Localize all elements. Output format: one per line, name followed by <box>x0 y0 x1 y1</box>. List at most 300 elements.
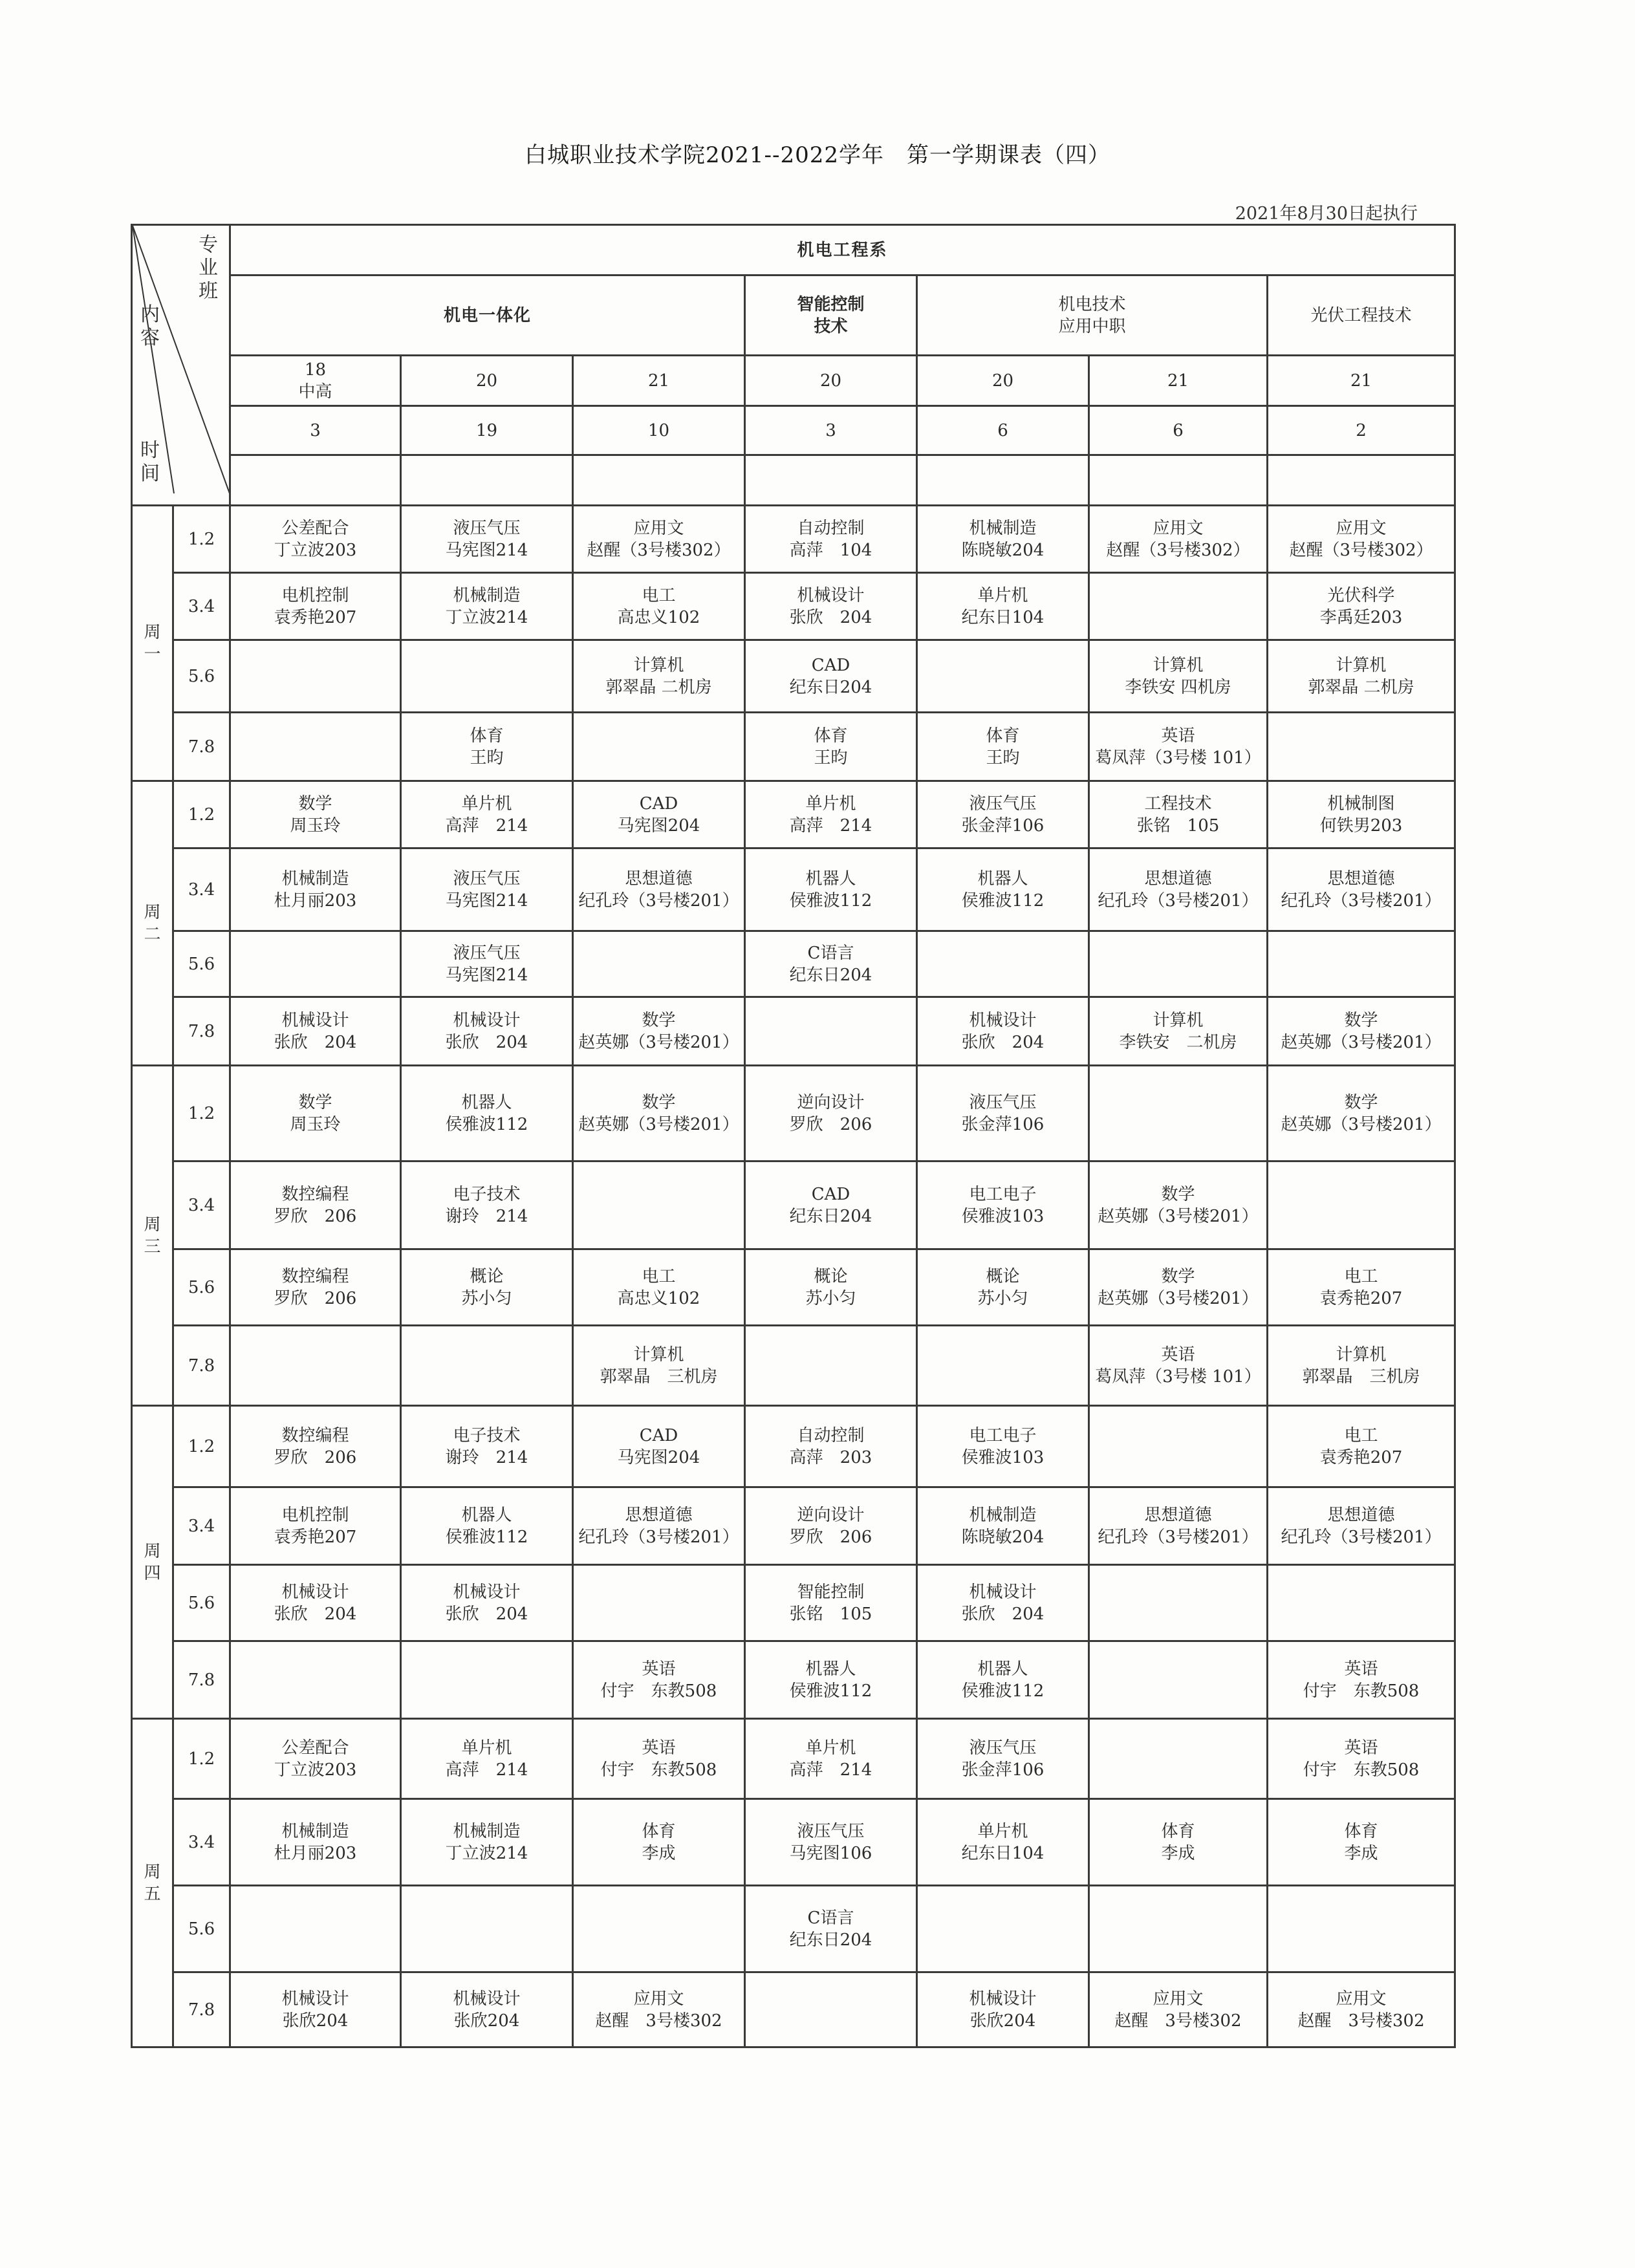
grade-cell: 21 <box>573 356 745 406</box>
course-cell <box>745 1972 917 2047</box>
period-label: 5.6 <box>173 931 230 997</box>
course-teacher-room: 何铁男203 <box>1319 815 1403 836</box>
course-name: 计算机 <box>1153 655 1204 675</box>
course-teacher-room: 王昀 <box>470 748 504 768</box>
period-label: 3.4 <box>173 1161 230 1249</box>
course-teacher-room: 付宇 东教508 <box>600 1760 717 1780</box>
class-number-cell: 2 <box>1268 406 1455 455</box>
course-name: 机械设计 <box>453 1582 521 1602</box>
course-cell <box>917 1799 1089 1886</box>
course-teacher-room: 侯雅波103 <box>961 1206 1045 1226</box>
effective-date: 2021年8月30日起执行 <box>1235 204 1418 224</box>
course-name: 电工 <box>1344 1425 1378 1445</box>
course-teacher-room: 杜月丽203 <box>274 891 357 911</box>
period-label: 7.8 <box>173 997 230 1066</box>
period-label: 7.8 <box>173 1641 230 1719</box>
course-teacher-room: 赵醒（3号楼302） <box>1106 540 1250 560</box>
course-cell <box>230 573 401 640</box>
course-cell <box>573 1565 745 1641</box>
course-name: 英语 <box>1344 1659 1378 1679</box>
blank-header-cell <box>230 455 401 506</box>
course-name: 英语 <box>642 1738 676 1758</box>
course-cell <box>917 781 1089 848</box>
course-teacher-room: 高萍 214 <box>445 815 528 836</box>
course-teacher-room: 李铁安 二机房 <box>1119 1032 1237 1052</box>
course-teacher-room: 苏小匀 <box>461 1288 512 1308</box>
course-teacher-room: 纪东日204 <box>789 1930 872 1950</box>
course-teacher-room: 张铭 105 <box>789 1604 872 1624</box>
course-name: 电工 <box>642 1266 676 1286</box>
course-cell <box>230 931 401 997</box>
course-teacher-room: 高忠义102 <box>617 1288 700 1308</box>
course-name: 机械制图 <box>1327 794 1395 814</box>
course-teacher-room: 赵醒（3号楼302） <box>587 540 731 560</box>
course-name: CAD <box>811 655 850 675</box>
course-teacher-room: 马宪图214 <box>445 965 528 985</box>
course-name: 应用文 <box>1153 1989 1204 2009</box>
course-name: 公差配合 <box>281 1738 349 1758</box>
course-teacher-room: 陈晓敏204 <box>961 1527 1045 1547</box>
course-teacher-room: 马宪图204 <box>617 815 700 836</box>
course-teacher-room: 侯雅波103 <box>961 1447 1045 1467</box>
course-cell <box>1089 1719 1268 1799</box>
course-cell <box>230 1799 401 1886</box>
course-name: 机械制造 <box>969 518 1037 538</box>
course-name: 计算机 <box>633 1345 684 1365</box>
course-name: 概论 <box>986 1266 1020 1286</box>
course-name: 数学 <box>642 1092 676 1112</box>
course-name: 液压气压 <box>969 794 1037 814</box>
course-cell <box>1089 573 1268 640</box>
course-cell <box>745 1406 917 1487</box>
course-teacher-room: 李禹廷203 <box>1319 607 1403 627</box>
course-teacher-room: 高萍 214 <box>445 1760 528 1780</box>
course-cell <box>745 1487 917 1565</box>
class-number-cell: 6 <box>917 406 1089 455</box>
course-cell <box>573 713 745 781</box>
course-name: 数控编程 <box>281 1425 349 1445</box>
course-cell <box>917 573 1089 640</box>
course-cell <box>745 1799 917 1886</box>
course-teacher-room: 高忠义102 <box>617 607 700 627</box>
course-name: 单片机 <box>461 1738 512 1758</box>
day-label: 周 三 <box>132 1066 173 1406</box>
period-label: 5.6 <box>173 1249 230 1326</box>
course-cell <box>1268 1886 1455 1972</box>
course-name: 计算机 <box>1153 1010 1204 1030</box>
course-teacher-room: 侯雅波112 <box>789 891 872 911</box>
course-cell <box>401 1161 573 1249</box>
course-name: 自动控制 <box>797 518 865 538</box>
course-cell <box>1268 506 1455 573</box>
course-name: 数控编程 <box>281 1184 349 1204</box>
course-teacher-room: 侯雅波112 <box>445 1114 528 1134</box>
course-teacher-room: 丁立波214 <box>445 1843 528 1863</box>
course-teacher-room: 张欣204 <box>282 2011 349 2031</box>
page-title: 白城职业技术学院2021--2022学年 第一学期课表（四） <box>524 142 1111 168</box>
course-teacher-room: 李铁安 四机房 <box>1125 677 1231 697</box>
course-teacher-room: 李成 <box>642 1843 676 1863</box>
course-cell <box>1089 1799 1268 1886</box>
period-label: 7.8 <box>173 1972 230 2047</box>
course-cell <box>401 1565 573 1641</box>
course-teacher-room: 张欣 204 <box>961 1032 1045 1052</box>
course-teacher-room: 侯雅波112 <box>789 1681 872 1701</box>
grade-cell: 18 中高 <box>230 356 401 406</box>
grade-cell: 20 <box>745 356 917 406</box>
course-name: 计算机 <box>633 655 684 675</box>
course-teacher-room: 纪东日104 <box>961 607 1045 627</box>
course-name: 机械设计 <box>453 1989 521 2009</box>
course-cell <box>573 1799 745 1886</box>
course-teacher-room: 高萍 203 <box>789 1447 872 1467</box>
course-teacher-room: 罗欣 206 <box>274 1447 357 1467</box>
course-cell <box>745 1886 917 1972</box>
course-name: 数学 <box>298 794 332 814</box>
course-teacher-room: 袁秀艳207 <box>1319 1447 1403 1467</box>
course-cell <box>1268 1249 1455 1326</box>
course-teacher-room: 周玉玲 <box>290 815 341 836</box>
course-cell <box>1089 1487 1268 1565</box>
course-teacher-room: 纪孔玲（3号楼201） <box>1098 891 1259 911</box>
period-label: 1.2 <box>173 1066 230 1161</box>
course-cell <box>401 640 573 713</box>
grade-cell: 20 <box>917 356 1089 406</box>
course-teacher-room: 张欣 204 <box>789 607 872 627</box>
course-cell <box>230 713 401 781</box>
course-cell <box>1268 1487 1455 1565</box>
course-teacher-room: 纪东日204 <box>789 965 872 985</box>
course-cell <box>1089 997 1268 1066</box>
class-number-cell: 3 <box>745 406 917 455</box>
course-cell <box>1089 1406 1268 1487</box>
course-cell <box>1089 848 1268 931</box>
course-teacher-room: 赵英娜（3号楼201） <box>1098 1206 1259 1226</box>
course-name: 电工电子 <box>969 1425 1037 1445</box>
course-name: 数学 <box>642 1010 676 1030</box>
course-name: 体育 <box>470 726 504 746</box>
course-teacher-room: 周玉玲 <box>290 1114 341 1134</box>
course-name: 智能控制 <box>797 1582 865 1602</box>
course-cell <box>917 931 1089 997</box>
course-name: 机器人 <box>461 1505 512 1525</box>
course-teacher-room: 赵英娜（3号楼201） <box>1281 1032 1442 1052</box>
course-cell <box>573 1719 745 1799</box>
grade-cell: 21 <box>1089 356 1268 406</box>
period-label: 5.6 <box>173 640 230 713</box>
course-teacher-room: 罗欣 206 <box>789 1527 872 1547</box>
course-cell <box>917 1719 1089 1799</box>
course-name: 机械制造 <box>281 1821 349 1841</box>
course-teacher-room: 纪东日204 <box>789 677 872 697</box>
course-teacher-room: 纪孔玲（3号楼201） <box>1281 1527 1442 1547</box>
course-cell <box>401 1249 573 1326</box>
course-cell <box>1089 1066 1268 1161</box>
course-name: 英语 <box>1161 1345 1195 1365</box>
course-cell <box>917 1886 1089 1972</box>
course-name: 逆向设计 <box>797 1092 865 1112</box>
day-label: 周 一 <box>132 506 173 781</box>
course-teacher-room: 杜月丽203 <box>274 1843 357 1863</box>
course-teacher-room: 张金萍106 <box>961 1114 1045 1134</box>
course-cell <box>917 1161 1089 1249</box>
course-name: 工程技术 <box>1144 794 1212 814</box>
course-teacher-room: 丁立波203 <box>274 540 357 560</box>
course-name: 单片机 <box>977 1821 1028 1841</box>
course-teacher-room: 罗欣 206 <box>274 1288 357 1308</box>
department-header: 机电工程系 <box>230 225 1455 275</box>
course-cell <box>1268 1406 1455 1487</box>
course-cell <box>230 1641 401 1719</box>
course-teacher-room: 苏小匀 <box>805 1288 856 1308</box>
course-teacher-room: 张欣204 <box>969 2011 1036 2031</box>
course-name: 机械设计 <box>969 1989 1037 2009</box>
course-cell <box>917 997 1089 1066</box>
course-cell <box>230 1886 401 1972</box>
course-cell <box>573 1972 745 2047</box>
period-label: 3.4 <box>173 848 230 931</box>
course-name: 数学 <box>1161 1184 1195 1204</box>
course-teacher-room: 李成 <box>1344 1843 1378 1863</box>
course-cell <box>230 1161 401 1249</box>
corner-label-content: 内容 <box>140 303 160 349</box>
course-cell <box>230 1066 401 1161</box>
course-cell <box>573 1066 745 1161</box>
schedule-table <box>131 224 1456 2048</box>
course-teacher-room: 高萍 104 <box>789 540 872 560</box>
course-name: 计算机 <box>1336 1345 1387 1365</box>
course-name: CAD <box>639 794 678 814</box>
course-name: 数控编程 <box>281 1266 349 1286</box>
course-cell <box>745 848 917 931</box>
course-name: 英语 <box>642 1659 676 1679</box>
course-name: 数学 <box>298 1092 332 1112</box>
course-teacher-room: 张欣 204 <box>961 1604 1045 1624</box>
course-cell <box>230 506 401 573</box>
course-cell <box>745 1565 917 1641</box>
class-number-cell: 19 <box>401 406 573 455</box>
course-teacher-room: 纪东日104 <box>961 1843 1045 1863</box>
course-cell <box>230 781 401 848</box>
course-cell <box>573 1161 745 1249</box>
course-cell <box>1089 1641 1268 1719</box>
course-teacher-room: 马宪图214 <box>445 891 528 911</box>
course-teacher-room: 赵醒 3号楼302 <box>1297 2011 1425 2031</box>
course-name: 机器人 <box>805 869 856 889</box>
blank-header-cell <box>917 455 1089 506</box>
course-name: 机器人 <box>805 1659 856 1679</box>
course-teacher-room: 张欣 204 <box>445 1604 528 1624</box>
course-teacher-room: 纪东日204 <box>789 1206 872 1226</box>
course-cell <box>401 1719 573 1799</box>
course-cell <box>917 848 1089 931</box>
blank-header-cell <box>573 455 745 506</box>
course-cell <box>745 1161 917 1249</box>
course-name: CAD <box>639 1425 678 1445</box>
course-name: 电子技术 <box>453 1184 521 1204</box>
course-teacher-room: 陈晓敏204 <box>961 540 1045 560</box>
course-cell <box>745 781 917 848</box>
course-cell <box>917 1406 1089 1487</box>
course-name: 计算机 <box>1336 655 1387 675</box>
course-cell <box>230 1565 401 1641</box>
course-name: 数学 <box>1344 1010 1378 1030</box>
course-name: 机械设计 <box>281 1010 349 1030</box>
day-label: 周 五 <box>132 1719 173 2047</box>
course-name: 电工 <box>1344 1266 1378 1286</box>
course-teacher-room: 王昀 <box>986 748 1020 768</box>
course-cell <box>1089 713 1268 781</box>
course-teacher-room: 纪孔玲（3号楼201） <box>1098 1527 1259 1547</box>
major-header-photovoltaic: 光伏工程技术 <box>1268 275 1455 356</box>
course-cell <box>401 1886 573 1972</box>
course-cell <box>917 640 1089 713</box>
course-cell <box>917 713 1089 781</box>
course-cell <box>1089 931 1268 997</box>
course-cell <box>1268 781 1455 848</box>
course-teacher-room: 张金萍106 <box>961 1760 1045 1780</box>
course-teacher-room: 纪孔玲（3号楼201） <box>1281 891 1442 911</box>
course-cell <box>573 506 745 573</box>
period-label: 7.8 <box>173 713 230 781</box>
period-label: 5.6 <box>173 1565 230 1641</box>
course-name: 机械设计 <box>969 1582 1037 1602</box>
course-cell <box>573 1249 745 1326</box>
course-cell <box>1089 781 1268 848</box>
course-name: 体育 <box>642 1821 676 1841</box>
course-cell <box>745 573 917 640</box>
course-cell <box>573 640 745 713</box>
course-name: 思想道德 <box>1144 1505 1212 1525</box>
course-cell <box>917 1565 1089 1641</box>
course-cell <box>230 1487 401 1565</box>
course-name: CAD <box>811 1184 850 1204</box>
blank-header-cell <box>1268 455 1455 506</box>
course-teacher-room: 侯雅波112 <box>445 1527 528 1547</box>
course-teacher-room: 张金萍106 <box>961 815 1045 836</box>
course-cell <box>1089 1326 1268 1406</box>
course-cell <box>1089 640 1268 713</box>
blank-header-cell <box>1089 455 1268 506</box>
course-teacher-room: 纪孔玲（3号楼201） <box>578 891 739 911</box>
course-name: 体育 <box>1344 1821 1378 1841</box>
course-teacher-room: 付宇 东教508 <box>1303 1760 1420 1780</box>
course-cell <box>573 1406 745 1487</box>
course-name: 单片机 <box>461 794 512 814</box>
course-cell <box>917 1249 1089 1326</box>
course-cell <box>1268 1326 1455 1406</box>
course-name: 机械设计 <box>281 1989 349 2009</box>
course-cell <box>1089 1161 1268 1249</box>
course-teacher-room: 郭翠晶 二机房 <box>1308 677 1414 697</box>
course-cell <box>917 1641 1089 1719</box>
course-cell <box>573 573 745 640</box>
blank-header-cell <box>745 455 917 506</box>
course-name: 单片机 <box>977 585 1028 605</box>
course-cell <box>1268 713 1455 781</box>
course-cell <box>401 573 573 640</box>
course-name: 电机控制 <box>281 1505 349 1525</box>
course-name: 数学 <box>1344 1092 1378 1112</box>
period-label: 1.2 <box>173 506 230 573</box>
course-name: 机械制造 <box>969 1505 1037 1525</box>
course-cell <box>1268 1161 1455 1249</box>
course-cell <box>401 1326 573 1406</box>
course-name: 体育 <box>1161 1821 1195 1841</box>
corner-label-major-class: 专业班 <box>199 233 218 303</box>
course-cell <box>401 931 573 997</box>
course-name: 液压气压 <box>453 943 521 963</box>
course-teacher-room: 张铭 105 <box>1136 815 1220 836</box>
course-teacher-room: 侯雅波112 <box>961 891 1045 911</box>
course-cell <box>917 1066 1089 1161</box>
course-cell <box>1268 1799 1455 1886</box>
course-name: 公差配合 <box>281 518 349 538</box>
course-cell <box>573 1641 745 1719</box>
course-name: 光伏科学 <box>1327 585 1395 605</box>
course-cell <box>573 1326 745 1406</box>
day-label: 周 二 <box>132 781 173 1066</box>
course-name: 单片机 <box>805 794 856 814</box>
course-teacher-room: 张欣 204 <box>445 1032 528 1052</box>
course-cell <box>745 640 917 713</box>
course-cell <box>230 997 401 1066</box>
period-label: 1.2 <box>173 1406 230 1487</box>
course-cell <box>745 1066 917 1161</box>
course-cell <box>1268 640 1455 713</box>
course-teacher-room: 郭翠晶 三机房 <box>1302 1366 1420 1387</box>
major-header-mechatronics: 机电一体化 <box>230 275 745 356</box>
course-cell <box>401 1799 573 1886</box>
course-cell <box>1089 506 1268 573</box>
course-cell <box>1089 1565 1268 1641</box>
course-name: 体育 <box>986 726 1020 746</box>
course-cell <box>230 1972 401 2047</box>
course-cell <box>230 848 401 931</box>
course-cell <box>401 997 573 1066</box>
course-name: 机械制造 <box>453 585 521 605</box>
course-name: 机器人 <box>461 1092 512 1112</box>
course-cell <box>401 1406 573 1487</box>
course-teacher-room: 李成 <box>1161 1843 1195 1863</box>
course-teacher-room: 葛凤萍（3号楼 101） <box>1095 1366 1261 1387</box>
course-cell <box>230 1326 401 1406</box>
course-cell <box>1268 1066 1455 1161</box>
course-cell <box>230 640 401 713</box>
course-cell <box>573 1487 745 1565</box>
course-cell <box>745 506 917 573</box>
course-name: 思想道德 <box>625 1505 693 1525</box>
major-header-intelligent-control: 智能控制 技术 <box>745 275 917 356</box>
course-name: 概论 <box>470 1266 504 1286</box>
course-name: 应用文 <box>633 1989 684 2009</box>
course-teacher-room: 谢玲 214 <box>445 1447 528 1467</box>
course-name: 机器人 <box>977 869 1028 889</box>
course-cell <box>745 997 917 1066</box>
course-teacher-room: 赵英娜（3号楼201） <box>1098 1288 1259 1308</box>
course-name: 液压气压 <box>453 869 521 889</box>
course-cell <box>745 931 917 997</box>
course-cell <box>401 1066 573 1161</box>
course-teacher-room: 马宪图106 <box>789 1843 872 1863</box>
course-cell <box>573 1886 745 1972</box>
course-teacher-room: 赵醒 3号楼302 <box>1114 2011 1242 2031</box>
course-teacher-room: 马宪图204 <box>617 1447 700 1467</box>
course-name: 体育 <box>814 726 848 746</box>
period-label: 1.2 <box>173 781 230 848</box>
course-cell <box>745 1641 917 1719</box>
course-cell <box>1268 573 1455 640</box>
